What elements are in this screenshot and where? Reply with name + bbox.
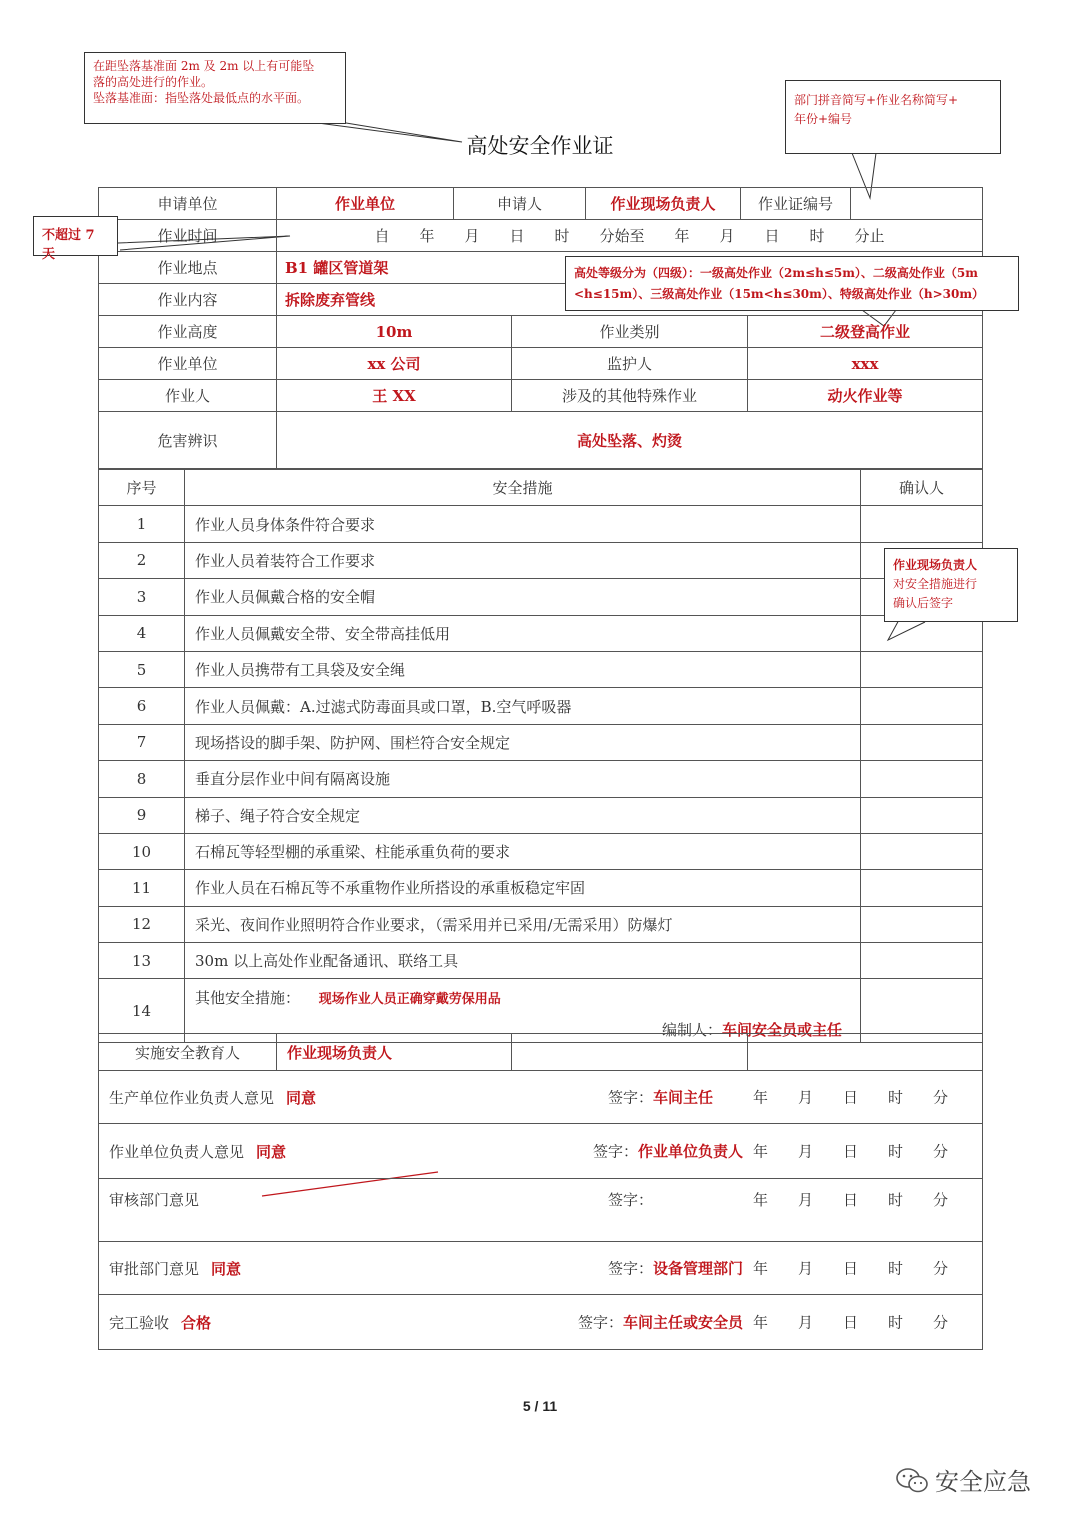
wechat-icon (895, 1467, 929, 1495)
callout-confirm-line2: 对安全措施进行 (893, 577, 978, 591)
measure-no: 13 (99, 943, 185, 979)
signoff-row (99, 1071, 983, 1124)
measure-no: 6 (99, 688, 185, 724)
applicant-label: 申请人 (454, 188, 586, 220)
callout-number-line2: 年份+编号 (794, 112, 853, 126)
measure-no: 1 (99, 506, 185, 542)
callout-definition (84, 52, 346, 124)
permit-detail-table (98, 315, 983, 469)
measure-text: 作业人员着装符合工作要求 (185, 542, 861, 578)
educator-label: 实施安全教育人 (99, 1034, 277, 1071)
worker-value: 王 XX (277, 380, 512, 412)
signoff-signer: 设备管理部门 (652, 1259, 743, 1278)
height-label: 作业高度 (99, 316, 277, 348)
signoff-cell[interactable] (99, 1179, 983, 1242)
measure-confirm-cell[interactable] (861, 797, 983, 833)
page-title: 高处安全作业证 (466, 134, 614, 158)
height-value: 10m (277, 316, 512, 348)
signoff-datetime: 年 月 日 时 分 (752, 1088, 948, 1107)
unit-label: 作业单位 (99, 348, 277, 380)
apply-unit-label: 申请单位 (99, 188, 277, 220)
compiler-value: 车间安全员或主任 (721, 1021, 842, 1040)
signoff-cell[interactable] (99, 1071, 983, 1124)
callout-height-level (565, 256, 1019, 311)
applicant-value: 作业现场负责人 (586, 188, 741, 220)
measure-row (99, 870, 983, 906)
measure-text: 作业人员佩戴：A.过滤式防毒面具或口罩，B.空气呼吸器 (185, 688, 861, 724)
watermark (895, 1462, 1031, 1497)
permit-no-label: 作业证编号 (741, 188, 851, 220)
signoff-sign-label: 签字： (577, 1313, 623, 1332)
category-value: 二级登高作业 (748, 316, 983, 348)
measures-col-no: 序号 (99, 470, 185, 506)
signoff-row (99, 1179, 983, 1242)
time-value[interactable]: 自 年 月 日 时 分始至 年 月 日 时 分止 (277, 220, 983, 252)
signoff-label: 完工验收 (109, 1313, 170, 1332)
signoff-label: 生产单位作业负责人意见 (109, 1088, 275, 1107)
educator-value: 作业现场负责人 (277, 1034, 512, 1071)
measure-no: 5 (99, 651, 185, 687)
measure-text: 作业人员佩戴合格的安全帽 (185, 579, 861, 615)
hazard-value: 高处坠落、灼烫 (277, 412, 983, 469)
measure-text: 作业人员携带有工具袋及安全绳 (185, 651, 861, 687)
permit-no-value[interactable] (851, 188, 983, 220)
signoff-label: 审核部门意见 (109, 1191, 200, 1209)
measure-confirm-cell[interactable] (861, 943, 983, 979)
signoff-label: 作业单位负责人意见 (109, 1142, 245, 1161)
content-value: 拆除废弃管线 (277, 284, 983, 316)
callout-definition-line3: 坠落基准面：指坠落处最低点的水平面。 (93, 91, 310, 105)
signoff-cell[interactable] (99, 1242, 983, 1295)
measure-text: 作业人员身体条件符合要求 (185, 506, 861, 542)
callout-confirm-line3: 确认后签字 (893, 596, 954, 610)
measure-row (99, 797, 983, 833)
signoff-sign-label: 签字： (607, 1191, 653, 1209)
measure-confirm-cell[interactable] (861, 651, 983, 687)
measure-row (99, 506, 983, 542)
measure-row (99, 833, 983, 869)
watermark-text: 安全应急 (935, 1468, 1031, 1496)
signoff-sign-label: 签字： (607, 1259, 653, 1278)
measure-no: 8 (99, 761, 185, 797)
callout-level-line1: 高处等级分为（四级）：一级高处作业（2m≤h≤5m）、二级高处作业（5m (574, 266, 978, 280)
callout-level-line2: <h≤15m）、三级高处作业（15m<h≤30m）、特级高处作业（h>30m） (574, 287, 985, 301)
location-value: B1 罐区管道架 (277, 252, 983, 284)
measure-no: 9 (99, 797, 185, 833)
signoff-signer: 车间主任或安全员 (622, 1313, 743, 1332)
measure-confirm-cell[interactable] (861, 761, 983, 797)
other-special-label: 涉及的其他特殊作业 (512, 380, 748, 412)
callout-max-days (33, 216, 118, 262)
signoff-cell[interactable] (99, 1295, 983, 1350)
measure-row (99, 761, 983, 797)
measure-confirm-cell[interactable] (861, 688, 983, 724)
measures-col-confirm: 确认人 (861, 470, 983, 506)
signoff-opinion: 合格 (181, 1313, 212, 1332)
measure-no: 10 (99, 833, 185, 869)
callout-definition-line1: 在距坠落基准面 2m 及 2m 以上有可能坠 (93, 59, 315, 73)
callout-definition-line2: 落的高处进行的作业。 (93, 75, 214, 89)
measure-text: 30m 以上高处作业配备通讯、联络工具 (185, 943, 861, 979)
measure-row (99, 906, 983, 942)
signoff-row (99, 1295, 983, 1350)
measure-text: 现场搭设的脚手架、防护网、围栏符合安全规定 (185, 724, 861, 760)
signoff-cell[interactable] (99, 1124, 983, 1179)
compiler-label: 编制人： (661, 1021, 722, 1040)
educator-blank-2[interactable] (748, 1034, 983, 1071)
signoff-opinion: 同意 (256, 1142, 287, 1161)
callout-number-line1: 部门拼音简写+作业名称简写+ (794, 93, 959, 107)
measure-text: 梯子、绳子符合安全规定 (185, 797, 861, 833)
signoff-signer: 车间主任 (652, 1088, 713, 1107)
guardian-label: 监护人 (512, 348, 748, 380)
measure-confirm-cell[interactable] (861, 906, 983, 942)
signoff-datetime: 年 月 日 时 分 (752, 1259, 948, 1278)
callout-confirm (884, 548, 1018, 622)
page-number: 5 / 11 (522, 1398, 558, 1414)
measure-text: 石棉瓦等轻型棚的承重梁、柱能承重负荷的要求 (185, 833, 861, 869)
measure-confirm-cell[interactable] (861, 724, 983, 760)
measure-no: 7 (99, 724, 185, 760)
measure-row (99, 943, 983, 979)
signoff-opinion: 同意 (211, 1259, 242, 1278)
signoff-label: 审批部门意见 (109, 1259, 200, 1278)
measure-text: 采光、夜间作业照明符合作业要求，（需采用并已采用/无需采用）防爆灯 (185, 906, 861, 942)
measure-no: 12 (99, 906, 185, 942)
measure-row (99, 615, 983, 651)
callout-max-days-text: 不超过 7 天 (42, 228, 95, 262)
measure-row (99, 579, 983, 615)
measure-row14-no: 14 (99, 979, 185, 1043)
measure-row14-value: 现场作业人员正确穿戴劳保用品 (318, 992, 501, 1008)
measure-text: 垂直分层作业中间有隔离设施 (185, 761, 861, 797)
measure-row (99, 542, 983, 578)
measures-col-measure: 安全措施 (185, 470, 861, 506)
educator-blank-1[interactable] (512, 1034, 748, 1071)
measure-confirm-cell[interactable] (861, 833, 983, 869)
signoff-sign-label: 签字： (592, 1142, 638, 1161)
hazard-label: 危害辨识 (99, 412, 277, 469)
safety-measures-table (98, 469, 983, 1043)
category-label: 作业类别 (512, 316, 748, 348)
signoff-table (98, 1033, 983, 1350)
unit-value: xx 公司 (277, 348, 512, 380)
measure-no: 4 (99, 615, 185, 651)
location-label: 作业地点 (99, 252, 277, 284)
measure-no: 3 (99, 579, 185, 615)
measure-confirm-cell[interactable] (861, 870, 983, 906)
signoff-datetime: 年 月 日 时 分 (752, 1313, 948, 1332)
measure-row (99, 688, 983, 724)
signoff-row (99, 1242, 983, 1295)
callout-confirm-line1: 作业现场负责人 (893, 558, 978, 572)
measure-text: 作业人员在石棉瓦等不承重物作业所搭设的承重板稳定牢固 (185, 870, 861, 906)
worker-label: 作业人 (99, 380, 277, 412)
signoff-datetime: 年 月 日 时 分 (752, 1142, 948, 1161)
guardian-value: xxx (748, 348, 983, 380)
measure-text: 作业人员佩戴安全带、安全带高挂低用 (185, 615, 861, 651)
measure-no: 2 (99, 542, 185, 578)
signoff-sign-label: 签字： (607, 1088, 653, 1107)
measure-row14-label: 其他安全措施： (195, 989, 301, 1008)
measure-row (99, 651, 983, 687)
signoff-signer: 作业单位负责人 (637, 1142, 743, 1161)
content-label: 作业内容 (99, 284, 277, 316)
measure-confirm-cell[interactable] (861, 506, 983, 542)
signoff-opinion: 同意 (286, 1088, 317, 1107)
signoff-datetime: 年 月 日 时 分 (752, 1191, 948, 1209)
measure-no: 11 (99, 870, 185, 906)
signoff-row (99, 1124, 983, 1179)
time-label: 作业时间 (99, 220, 277, 252)
measure-row (99, 724, 983, 760)
apply-unit-value: 作业单位 (277, 188, 454, 220)
other-special-value: 动火作业等 (748, 380, 983, 412)
